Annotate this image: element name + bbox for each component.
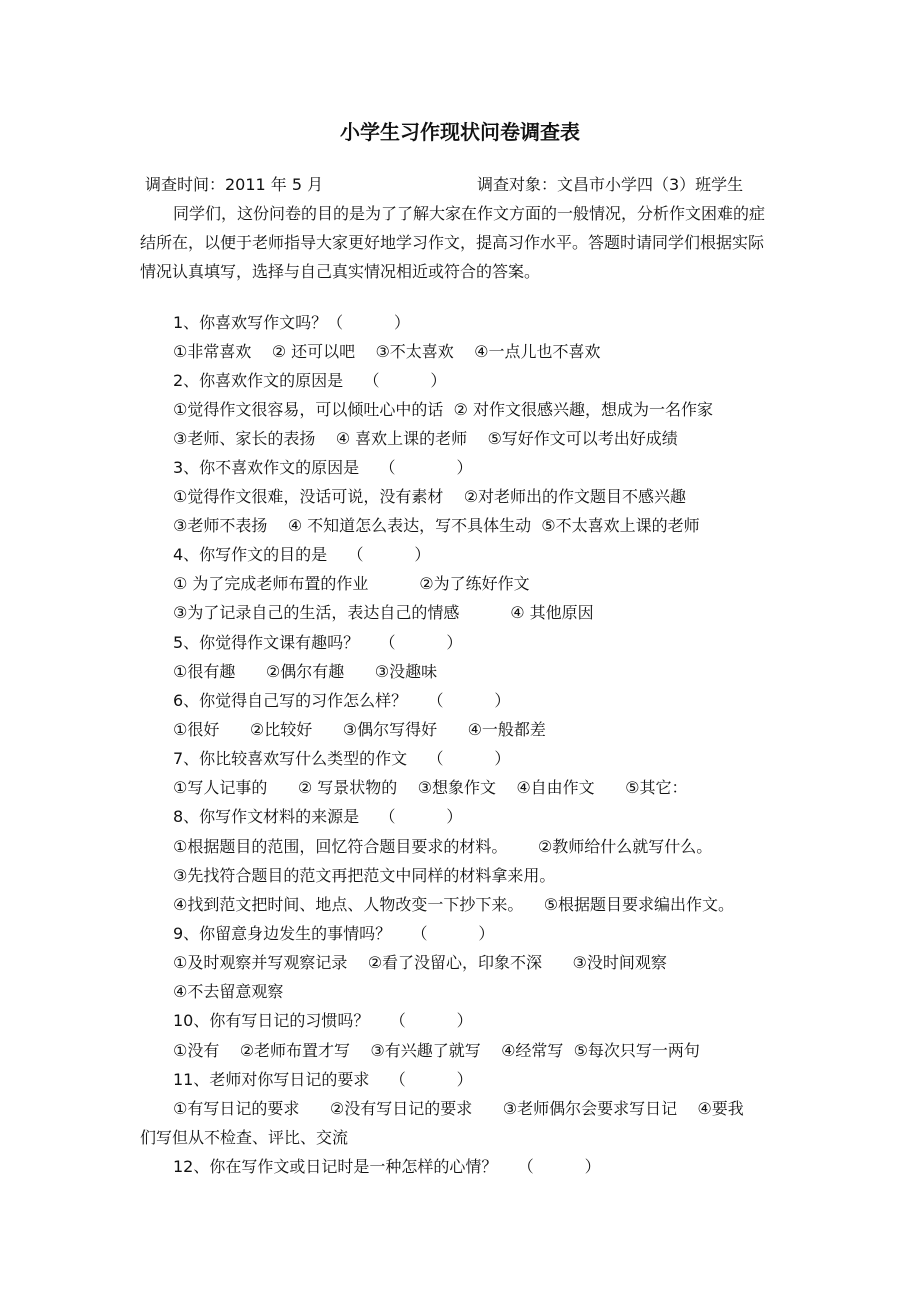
question-8: 8、你写作文材料的来源是 （ ）: [173, 807, 463, 826]
options-7: ①写人记事的 ② 写景状物的 ③想象作文 ④自由作文 ⑤其它：: [173, 778, 688, 797]
question-5: 5、你觉得作文课有趣吗？ （ ）: [173, 633, 463, 652]
question-6: 6、你觉得自己写的习作怎么样？ （ ）: [173, 691, 511, 710]
options-1: ①非常喜欢 ② 还可以吧 ③不太喜欢 ④一点儿也不喜欢: [173, 342, 601, 361]
document-title: 小学生习作现状问卷调查表: [340, 120, 580, 144]
options-3b: ③老师不表扬 ④ 不知道怎么表达，写不具体生动 ⑤不太喜欢上课的老师: [173, 516, 700, 535]
options-8a: ①根据题目的范围，回忆符合题目要求的材料。 ②教师给什么就写什么。: [173, 837, 713, 856]
question-3: 3、你不喜欢作文的原因是 （ ）: [173, 458, 473, 477]
question-10: 10、你有写日记的习惯吗？ （ ）: [173, 1011, 473, 1030]
options-11b: 们写但从不检查、评比、交流: [140, 1128, 349, 1147]
question-9: 9、你留意身边发生的事情吗？ （ ）: [173, 924, 495, 943]
options-2a: ①觉得作文很容易，可以倾吐心中的话 ② 对作文很感兴趣，想成为一名作家: [173, 400, 713, 419]
question-2: 2、你喜欢作文的原因是 （ ）: [173, 371, 447, 390]
options-11a: ①有写日记的要求 ②没有写日记的要求 ③老师偶尔会要求写日记 ④要我: [173, 1099, 744, 1118]
question-11: 11、老师对你写日记的要求 （ ）: [173, 1070, 473, 1089]
options-6: ①很好 ②比较好 ③偶尔写得好 ④一般都差: [173, 720, 546, 739]
survey-date: 调查时间：2011 年 5 月: [145, 175, 324, 194]
options-10: ①没有 ②老师布置才写 ③有兴趣了就写 ④经常写 ⑤每次只写一两句: [173, 1041, 700, 1060]
question-12: 12、你在写作文或日记时是一种怎样的心情？ （ ）: [173, 1157, 601, 1176]
options-5: ①很有趣 ②偶尔有趣 ③没趣味: [173, 662, 438, 681]
options-8b: ③先找符合题目的范文再把范文中同样的材料拿来用。: [173, 866, 556, 885]
survey-target: 调查对象：文昌市小学四（3）班学生: [477, 175, 744, 194]
intro-paragraph: 同学们，这份问卷的目的是为了了解大家在作文方面的一般情况，分析作文困难的症结所在，以便于老师指导大家更好地学习作文，提高习作水平。答题时请同学们根据实际情况认真填写，选择与自己真实情况相近或符合的答案。: [140, 204, 766, 281]
options-3a: ①觉得作文很难，没话可说，没有素材 ②对老师出的作文题目不感兴趣: [173, 487, 687, 506]
options-9a: ①及时观察并写观察记录 ②看了没留心，印象不深 ③没时间观察: [173, 953, 667, 972]
options-4b: ③为了记录自己的生活，表达自己的情感 ④ 其他原因: [173, 603, 594, 622]
options-4a: ① 为了完成老师布置的作业 ②为了练好作文: [173, 574, 530, 593]
options-9b: ④不去留意观察: [173, 982, 284, 1001]
question-7: 7、你比较喜欢写什么类型的作文 （ ）: [173, 749, 511, 768]
question-4: 4、你写作文的目的是 （ ）: [173, 545, 431, 564]
options-2b: ③老师、家长的表扬 ④ 喜欢上课的老师 ⑤写好作文可以考出好成绩: [173, 429, 678, 448]
question-1: 1、你喜欢写作文吗？（ ）: [173, 313, 411, 332]
options-8c: ④找到范文把时间、地点、人物改变一下抄下来。 ⑤根据题目要求编出作文。: [173, 895, 735, 914]
